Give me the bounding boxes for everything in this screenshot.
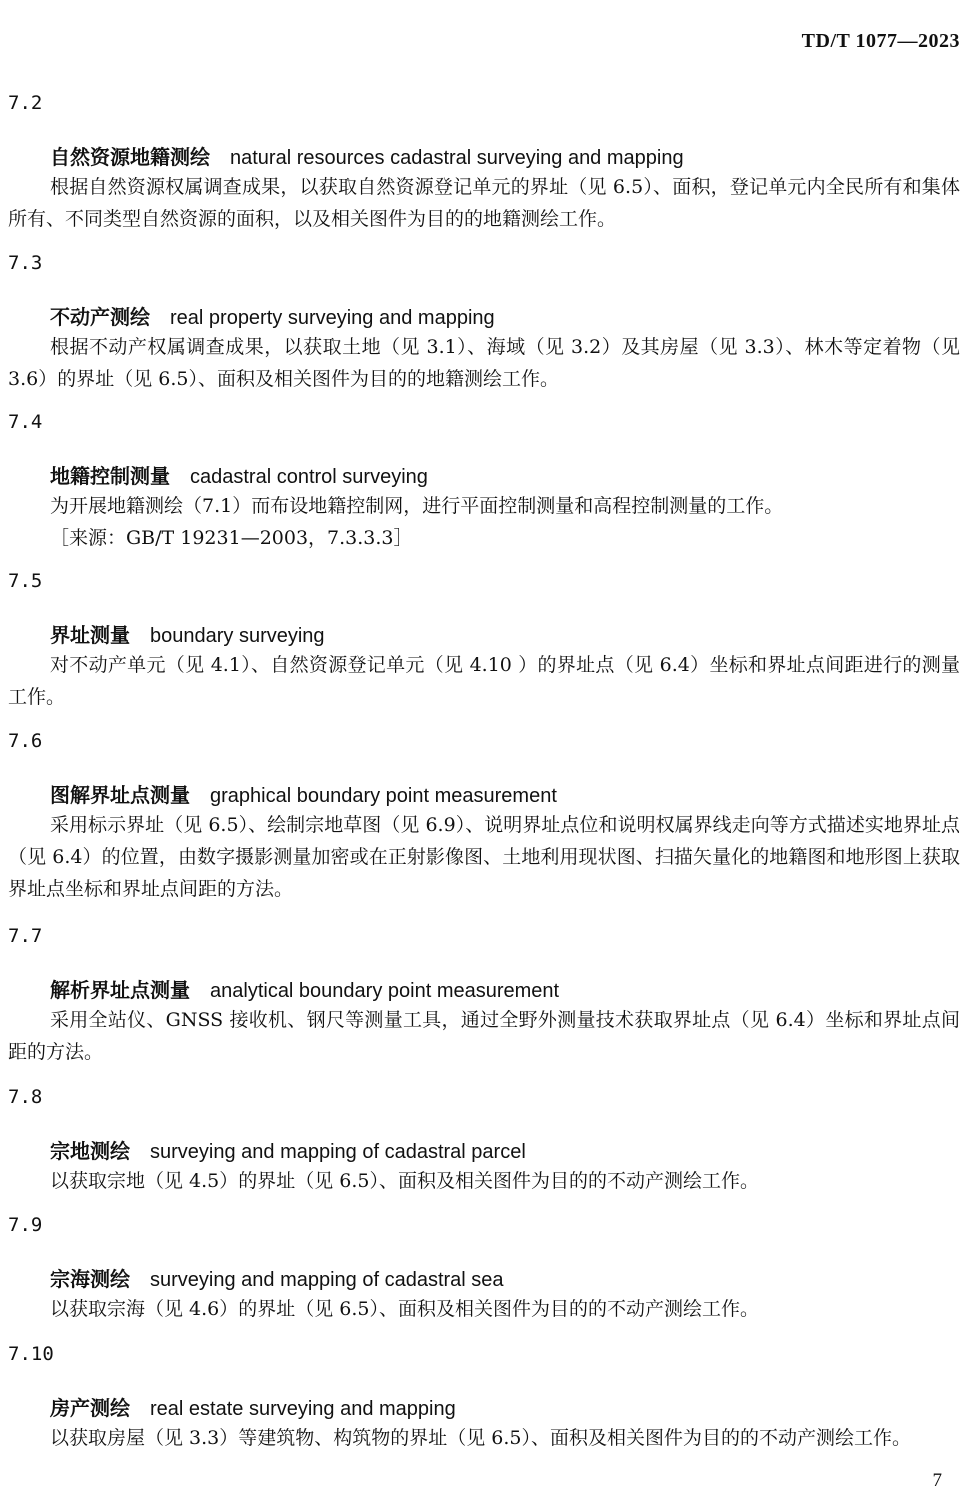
- standard-code: TD/T 1077—2023: [801, 30, 960, 52]
- term-heading: [50, 1135, 526, 1164]
- term-heading: [50, 460, 428, 489]
- term-definition: 采用全站仪、GNSS 接收机、钢尺等测量工具，通过全野外测量技术获取界址点（见 6.4）坐标和界址点间距的方法。: [8, 1009, 960, 1063]
- term-chinese: 房产测绘: [50, 1396, 130, 1420]
- term-heading: [50, 974, 559, 1003]
- term-english: surveying and mapping of cadastral parcel: [150, 1141, 526, 1163]
- term-definition: 根据自然资源权属调查成果，以获取自然资源登记单元的界址（见 6.5）、面积，登记单元内全民所有和集体所有、不同类型自然资源的面积，以及相关图件为目的的地籍测绘工作。: [8, 176, 960, 230]
- term-chinese: 不动产测绘: [50, 305, 150, 329]
- term-chinese: 自然资源地籍测绘: [50, 145, 210, 169]
- term-definition: 以获取房屋（见 3.3）等建筑物、构筑物的界址（见 6.5）、面积及相关图件为目的的不动产测绘工作。: [50, 1427, 912, 1449]
- entry-number: 7.10: [8, 1343, 54, 1365]
- term-definition: 为开展地籍测绘（7.1）而布设地籍控制网，进行平面控制测量和高程控制测量的工作。: [50, 495, 784, 517]
- term-english: analytical boundary point measurement: [210, 980, 560, 1002]
- term-chinese: 地籍控制测量: [50, 464, 170, 488]
- entry-number: 7.2: [8, 92, 43, 114]
- term-definition: 采用标示界址（见 6.5）、绘制宗地草图（见 6.9）、说明界址点位和说明权属界线走向等方式描述实地界址点（见 6.4）的位置，由数字摄影测量加密或在正射影像图、土地利用现状图、扫描矢量化的地籍图和地形图上获取界址点坐标和界址点间距的方法。: [8, 814, 960, 900]
- term-chinese: 图解界址点测量: [50, 783, 190, 807]
- entry-number: 7.6: [8, 730, 43, 752]
- term-definition: 以获取宗地（见 4.5）的界址（见 6.5）、面积及相关图件为目的的不动产测绘工作。: [50, 1170, 760, 1192]
- entry-number: 7.5: [8, 570, 43, 592]
- term-chinese: 界址测量: [50, 623, 130, 647]
- term-english: cadastral control surveying: [190, 466, 428, 488]
- term-chinese: 宗地测绘: [50, 1139, 130, 1163]
- term-source: ［来源：GB/T 19231—2003，7.3.3.3］: [50, 527, 413, 549]
- term-heading: [50, 1392, 456, 1421]
- term-heading: [50, 1263, 504, 1292]
- term-definition: 以获取宗海（见 4.6）的界址（见 6.5）、面积及相关图件为目的的不动产测绘工作。: [50, 1298, 760, 1320]
- term-heading: [50, 779, 557, 808]
- term-english: graphical boundary point measurement: [210, 785, 557, 807]
- term-chinese: 解析界址点测量: [50, 978, 190, 1002]
- term-chinese: 宗海测绘: [50, 1267, 130, 1291]
- term-heading: [50, 141, 684, 170]
- term-english: natural resources cadastral surveying and mapping: [230, 147, 684, 169]
- term-definition: 对不动产单元（见 4.1）、自然资源登记单元（见 4.10 ）的界址点（见 6.4）坐标和界址点间距进行的测量工作。: [8, 654, 960, 708]
- term-english: surveying and mapping of cadastral sea: [150, 1269, 504, 1291]
- term-english: boundary surveying: [150, 625, 325, 647]
- entry-number: 7.4: [8, 411, 43, 433]
- term-heading: [50, 301, 495, 330]
- term-english: real estate surveying and mapping: [150, 1398, 456, 1420]
- term-definition: 根据不动产权属调查成果，以获取土地（见 3.1）、海域（见 3.2）及其房屋（见 3.3）、林木等定着物（见 3.6）的界址（见 6.5）、面积及相关图件为目的的地籍测绘工作。: [8, 336, 960, 390]
- entry-number: 7.7: [8, 925, 43, 947]
- entry-number: 7.9: [8, 1214, 43, 1236]
- entry-number: 7.8: [8, 1086, 43, 1108]
- page-number: 7: [932, 1470, 942, 1491]
- entry-number: 7.3: [8, 252, 43, 274]
- term-english: real property surveying and mapping: [170, 307, 495, 329]
- term-heading: [50, 619, 325, 648]
